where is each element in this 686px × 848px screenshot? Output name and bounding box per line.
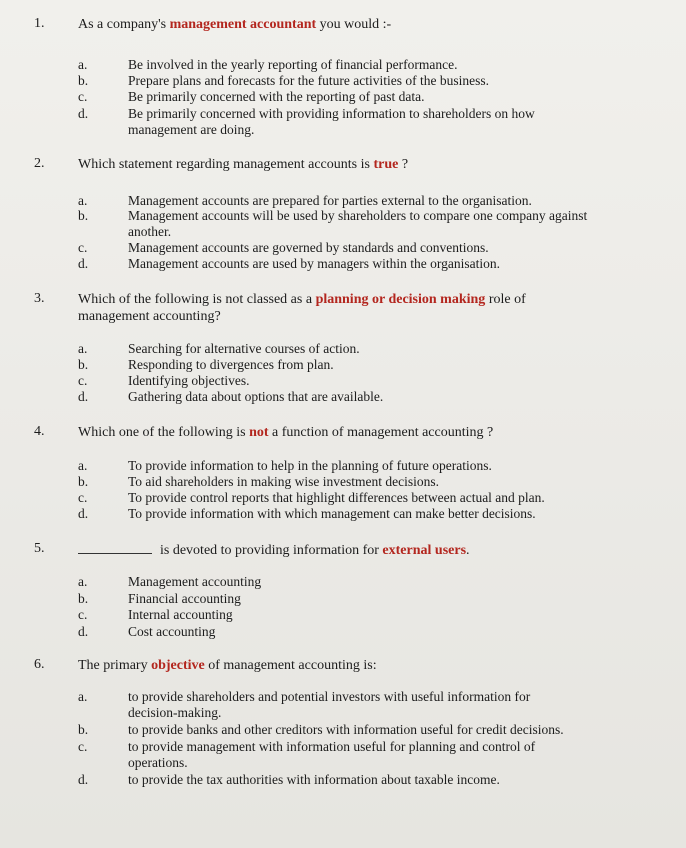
document-page: 1. As a company's management accountant you would :- a. Be involved in the yearly reporting of financial performance. b. Prepare plans and forecasts for the future activities of the business. c. Be primarily concerned with the reporting of past data. d. Be primarily concerned with providing information to shareholders on how management are doing. 2. Which statement regarding management accounts is true ? a. Management accounts are prepared for parties external to the organisation. b. Management accounts will be used by shareholders to compare one company against another. c. Management accounts are governed by standards and conventions. d. Management accounts are used by managers within the organisation. 3. Which of the following is not classed as a planning or decision making role of management accounting? a. Searching for alternative courses of action. b. Responding to divergences from plan. c. Identifying objectives. d. Gathering data about options that are available. 4. Which one of the following is not a function of management accounting ? a. To provide information to help in the planning of future operations. b. To aid shareholders in making wise investment decisions. c. To provide control reports that highlight differences between actual and plan. d. To provide information with which management can make better decisions. 5. is devoted to providing information for external users. a. Management accounting b. Financial accounting c. Internal accounting d. Cost accounting 6. The primary objective of management accounting is: a. to provide shareholders and potential investors with useful information for decision-making. b. to provide banks and other creditors with information useful for credit decisions. c. to provide management with information useful for planning and control of operations. d. to provide the tax authorities with information about taxable income. bbox=[0, 0, 686, 848]
highlight: objective bbox=[151, 658, 205, 673]
answer-blank bbox=[78, 541, 152, 554]
question-text: Which one of the following is not a function of management accounting ? bbox=[78, 425, 494, 440]
highlight: not bbox=[249, 425, 269, 440]
question-number: 1. bbox=[34, 16, 45, 31]
question-number: 5. bbox=[34, 541, 45, 556]
question-text: As a company's management accountant you would :- bbox=[78, 17, 392, 32]
question-number: 6. bbox=[34, 657, 45, 672]
highlight: external users bbox=[382, 543, 467, 558]
question-number: 4. bbox=[34, 424, 45, 439]
highlight: true bbox=[373, 157, 399, 172]
question-text: The primary objective of management accounting is: bbox=[78, 658, 377, 673]
question-text: Which of the following is not classed as a planning or decision making role of management accounting? bbox=[78, 292, 526, 324]
question-number: 3. bbox=[34, 291, 45, 306]
highlight: management accountant bbox=[169, 17, 317, 32]
question-number: 2. bbox=[34, 156, 45, 171]
highlight: planning or decision making bbox=[315, 292, 486, 307]
question-text: Which statement regarding management accounts is true ? bbox=[78, 157, 409, 172]
question-text: is devoted to providing information for external users. bbox=[78, 541, 638, 559]
